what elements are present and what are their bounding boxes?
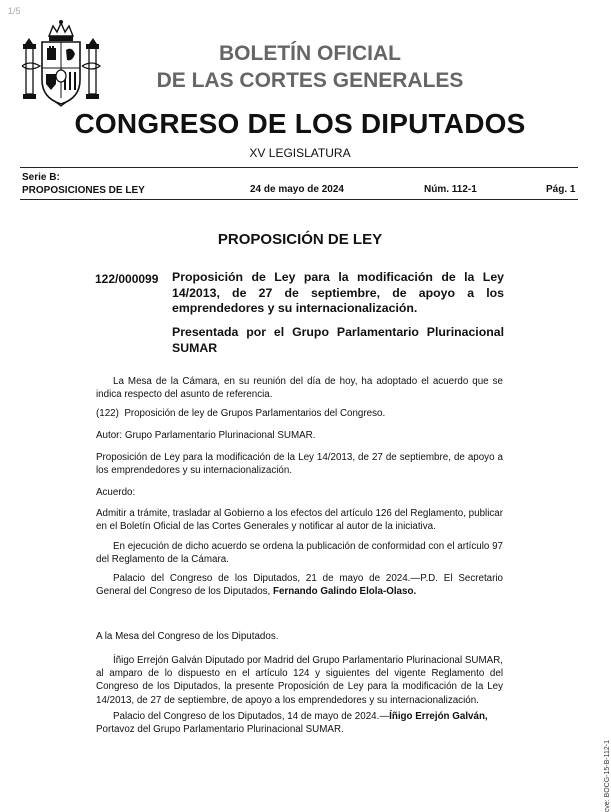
signature-2-role: Portavoz del Grupo Parlamentario Plurinacional SUMAR. [96, 724, 344, 736]
paragraph-agreement-label: Acuerdo: [96, 487, 136, 498]
paragraph-mesa-agreement: La Mesa de la Cámara, en su reunión del día de hoy, ha adoptado el acuerdo que se indica respecto del asunto de referencia. [96, 376, 503, 401]
header-rule-bottom [20, 199, 578, 200]
header-rule-top [20, 167, 578, 168]
serie-label: Serie B: [22, 172, 60, 183]
paragraph-author: Autor: Grupo Parlamentario Plurinacional SUMAR. [96, 430, 316, 441]
page-counter: 1/5 [8, 6, 21, 16]
paragraph-proposal: Íñigo Errejón Galván Diputado por Madrid del Grupo Parlamentario Plurinacional SUMAR, al amparo de lo dispuesto en el artículo 124 y siguientes del vigente Reglamento del Congreso de los Diputados, la presente Proposición de Ley para la modificación de la Ley 14/2013, de 27 de septiembre, de apoyo a los emprendedores y su internacionalización. [96, 655, 503, 706]
presented-by: Presentada por el Grupo Parlamentario Plurinacional SUMAR [172, 325, 504, 355]
coat-of-arms-logo [20, 18, 102, 108]
boletin-title [110, 40, 510, 94]
section-title: PROPOSICIÓN DE LEY [217, 231, 383, 248]
signature-2-name: Íñigo Errejón Galván, [389, 711, 488, 722]
signature-1-name: Fernando Galindo Elola-Olaso. [273, 586, 417, 598]
paragraph-addressee: A la Mesa del Congreso de los Diputados. [96, 631, 279, 642]
paragraph-execution: En ejecución de dicho acuerdo se ordena la publicación de conformidad con el artículo 97 del Reglamento de la Cámara. [96, 541, 503, 566]
serie-block [22, 171, 145, 197]
boletin-line-1: BOLETÍN OFICIAL [219, 42, 401, 65]
paragraph-signature-2 [96, 710, 503, 736]
paragraph-type: (122) Proposición de ley de Grupos Parlamentarios del Congreso. [96, 408, 386, 419]
page-number: Pág. 1 [546, 184, 576, 195]
signature-1-text: Palacio del Congreso de los Diputados, 21 de mayo de 2024.—P.D. El Secretario General del Congreso de los Diputados, [96, 573, 503, 598]
publication-date: 24 de mayo de 2024 [250, 184, 344, 195]
paragraph-initiative: Proposición de Ley para la modificación de la Ley 14/2013, de 27 de septiembre, de apoyo a los emprendedores y su internacionalización. [96, 452, 503, 477]
signature-2-text: Palacio del Congreso de los Diputados, 14 de mayo de 2024.— [113, 711, 390, 722]
document-title: Proposición de Ley para la modificación de la Ley 14/2013, de 27 de septiembre, de apoyo a los emprendedores y su internacionalización. [172, 270, 504, 315]
paragraph-signature-1 [96, 572, 503, 598]
file-number: 122/000099 [95, 272, 159, 286]
boletin-line-2: DE LAS CORTES GENERALES [156, 69, 464, 92]
verification-code: cve: BOCG-15-B-112-1 [604, 740, 611, 812]
issue-number: Núm. 112-1 [424, 184, 477, 195]
chamber-title: CONGRESO DE LOS DIPUTADOS [74, 108, 526, 139]
serie-name: PROPOSICIONES DE LEY [22, 185, 145, 196]
legislature: XV LEGISLATURA [249, 146, 351, 160]
paragraph-agreement: Admitir a trámite, trasladar al Gobierno a los efectos del artículo 126 del Reglamento, publicar en el Boletín Oficial de las Cortes Generales y notificar al autor de la iniciativa. [96, 508, 503, 533]
